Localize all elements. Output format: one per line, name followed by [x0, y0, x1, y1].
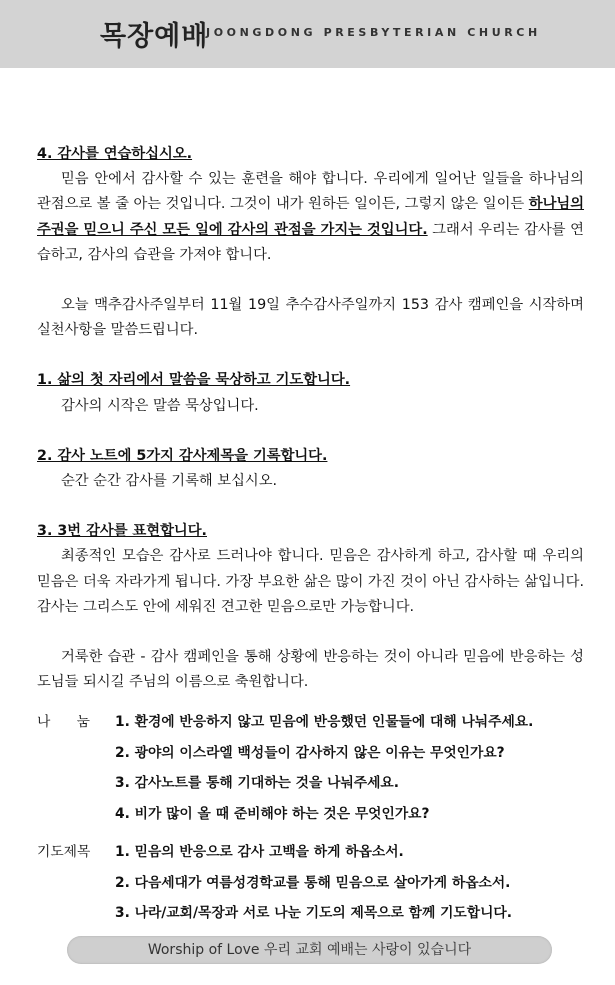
practice-2-heading: 2. 감사 노트에 5가지 감사제목을 기록합니다.: [37, 447, 328, 464]
document-body: [37, 142, 584, 929]
page-header: [0, 0, 615, 68]
prayer-item: 2. 다음세대가 여름성경학교를 통해 믿음으로 살아가게 하옵소서.: [115, 874, 511, 891]
sharing-row-2: [37, 738, 584, 769]
section4-text-after: 그래서 우리는 감사를 연습하고, 감사의 습관을 가져야 합니다.: [37, 221, 584, 263]
section4-emphasis: 하나님의 주권을 믿으니 주신 모든 일에 감사의 관점을 가지는 것입니다.: [37, 196, 585, 238]
practice-1-text: 감사의 시작은 말씀 묵상입니다.: [61, 397, 259, 414]
closing-paragraph: 거룩한 습관 - 감사 캠페인을 통해 상황에 반응하는 것이 아니라 믿음에 반응하는 성도님들 되시길 주님의 이름으로 축원합니다.: [37, 649, 584, 691]
campaign-intro: 오늘 맥추감사주일부터 11월 19일 추수감사주일까지 153 감사 캠페인을 시작하며 실천사항을 말씀드립니다.: [37, 297, 584, 339]
practice-3-text: 최종적인 모습은 감사로 드러나야 합니다. 믿음은 감사하게 하고, 감사할 때 우리의 믿음은 더욱 자라가게 됩니다. 가장 부요한 삶은 많이 가진 것이 아닌 감사하는 삶입니다. 감사는 그리스도 안에 세워진 견고한 믿음으로만 가능합니다.: [37, 548, 584, 615]
prayer-label: 기도제목: [37, 844, 91, 861]
header-subtitle: JOONGDONG PRESBYTERIAN CHURCH: [206, 26, 541, 39]
practice-1-heading: 1. 삶의 첫 자리에서 말씀을 묵상하고 기도합니다.: [37, 372, 351, 389]
sharing-row-3: [37, 768, 584, 799]
prayer-row-2: [37, 868, 584, 899]
practice-3-heading: 3. 3번 감사를 표현합니다.: [37, 523, 207, 540]
footer-banner: Worship of Love 우리 교회 예배는 사랑이 있습니다: [67, 936, 552, 964]
prayer-row-3: [37, 898, 584, 929]
section4-text-before: 믿음 안에서 감사할 수 있는 훈련을 해야 합니다. 우리에게 일어난 일들을 하나님의 관점으로 볼 줄 아는 것입니다. 그것이 내가 원하든 일이든, 그렇지 않은 일이든: [37, 171, 584, 213]
prayer-item: 3. 나라/교회/목장과 서로 나눈 기도의 제목으로 함께 기도합니다.: [115, 905, 512, 922]
prayer-item: 1. 믿음의 반응으로 감사 고백을 하게 하옵소서.: [115, 844, 404, 861]
sharing-label: 나 눔: [37, 714, 90, 731]
sharing-row-1: [37, 707, 584, 738]
practice-2-text: 순간 순간 감사를 기록해 보십시오.: [61, 473, 278, 490]
prayer-row-1: [37, 837, 584, 868]
sharing-row-4: [37, 799, 584, 830]
sharing-item: 4. 비가 많이 올 때 준비해야 하는 것은 무엇인가요?: [115, 805, 430, 822]
sharing-item: 2. 광야의 이스라엘 백성들이 감사하지 않은 이유는 무엇인가요?: [115, 744, 505, 761]
sharing-item: 1. 환경에 반응하지 않고 믿음에 반응했던 인물들에 대해 나눠주세요.: [115, 714, 534, 731]
section4-heading: 4. 감사를 연습하십시오.: [37, 146, 193, 162]
section4-paragraph: [37, 167, 584, 268]
header-title: 목장예배: [100, 21, 209, 52]
sharing-item: 3. 감사노트를 통해 기대하는 것을 나눠주세요.: [115, 775, 399, 792]
